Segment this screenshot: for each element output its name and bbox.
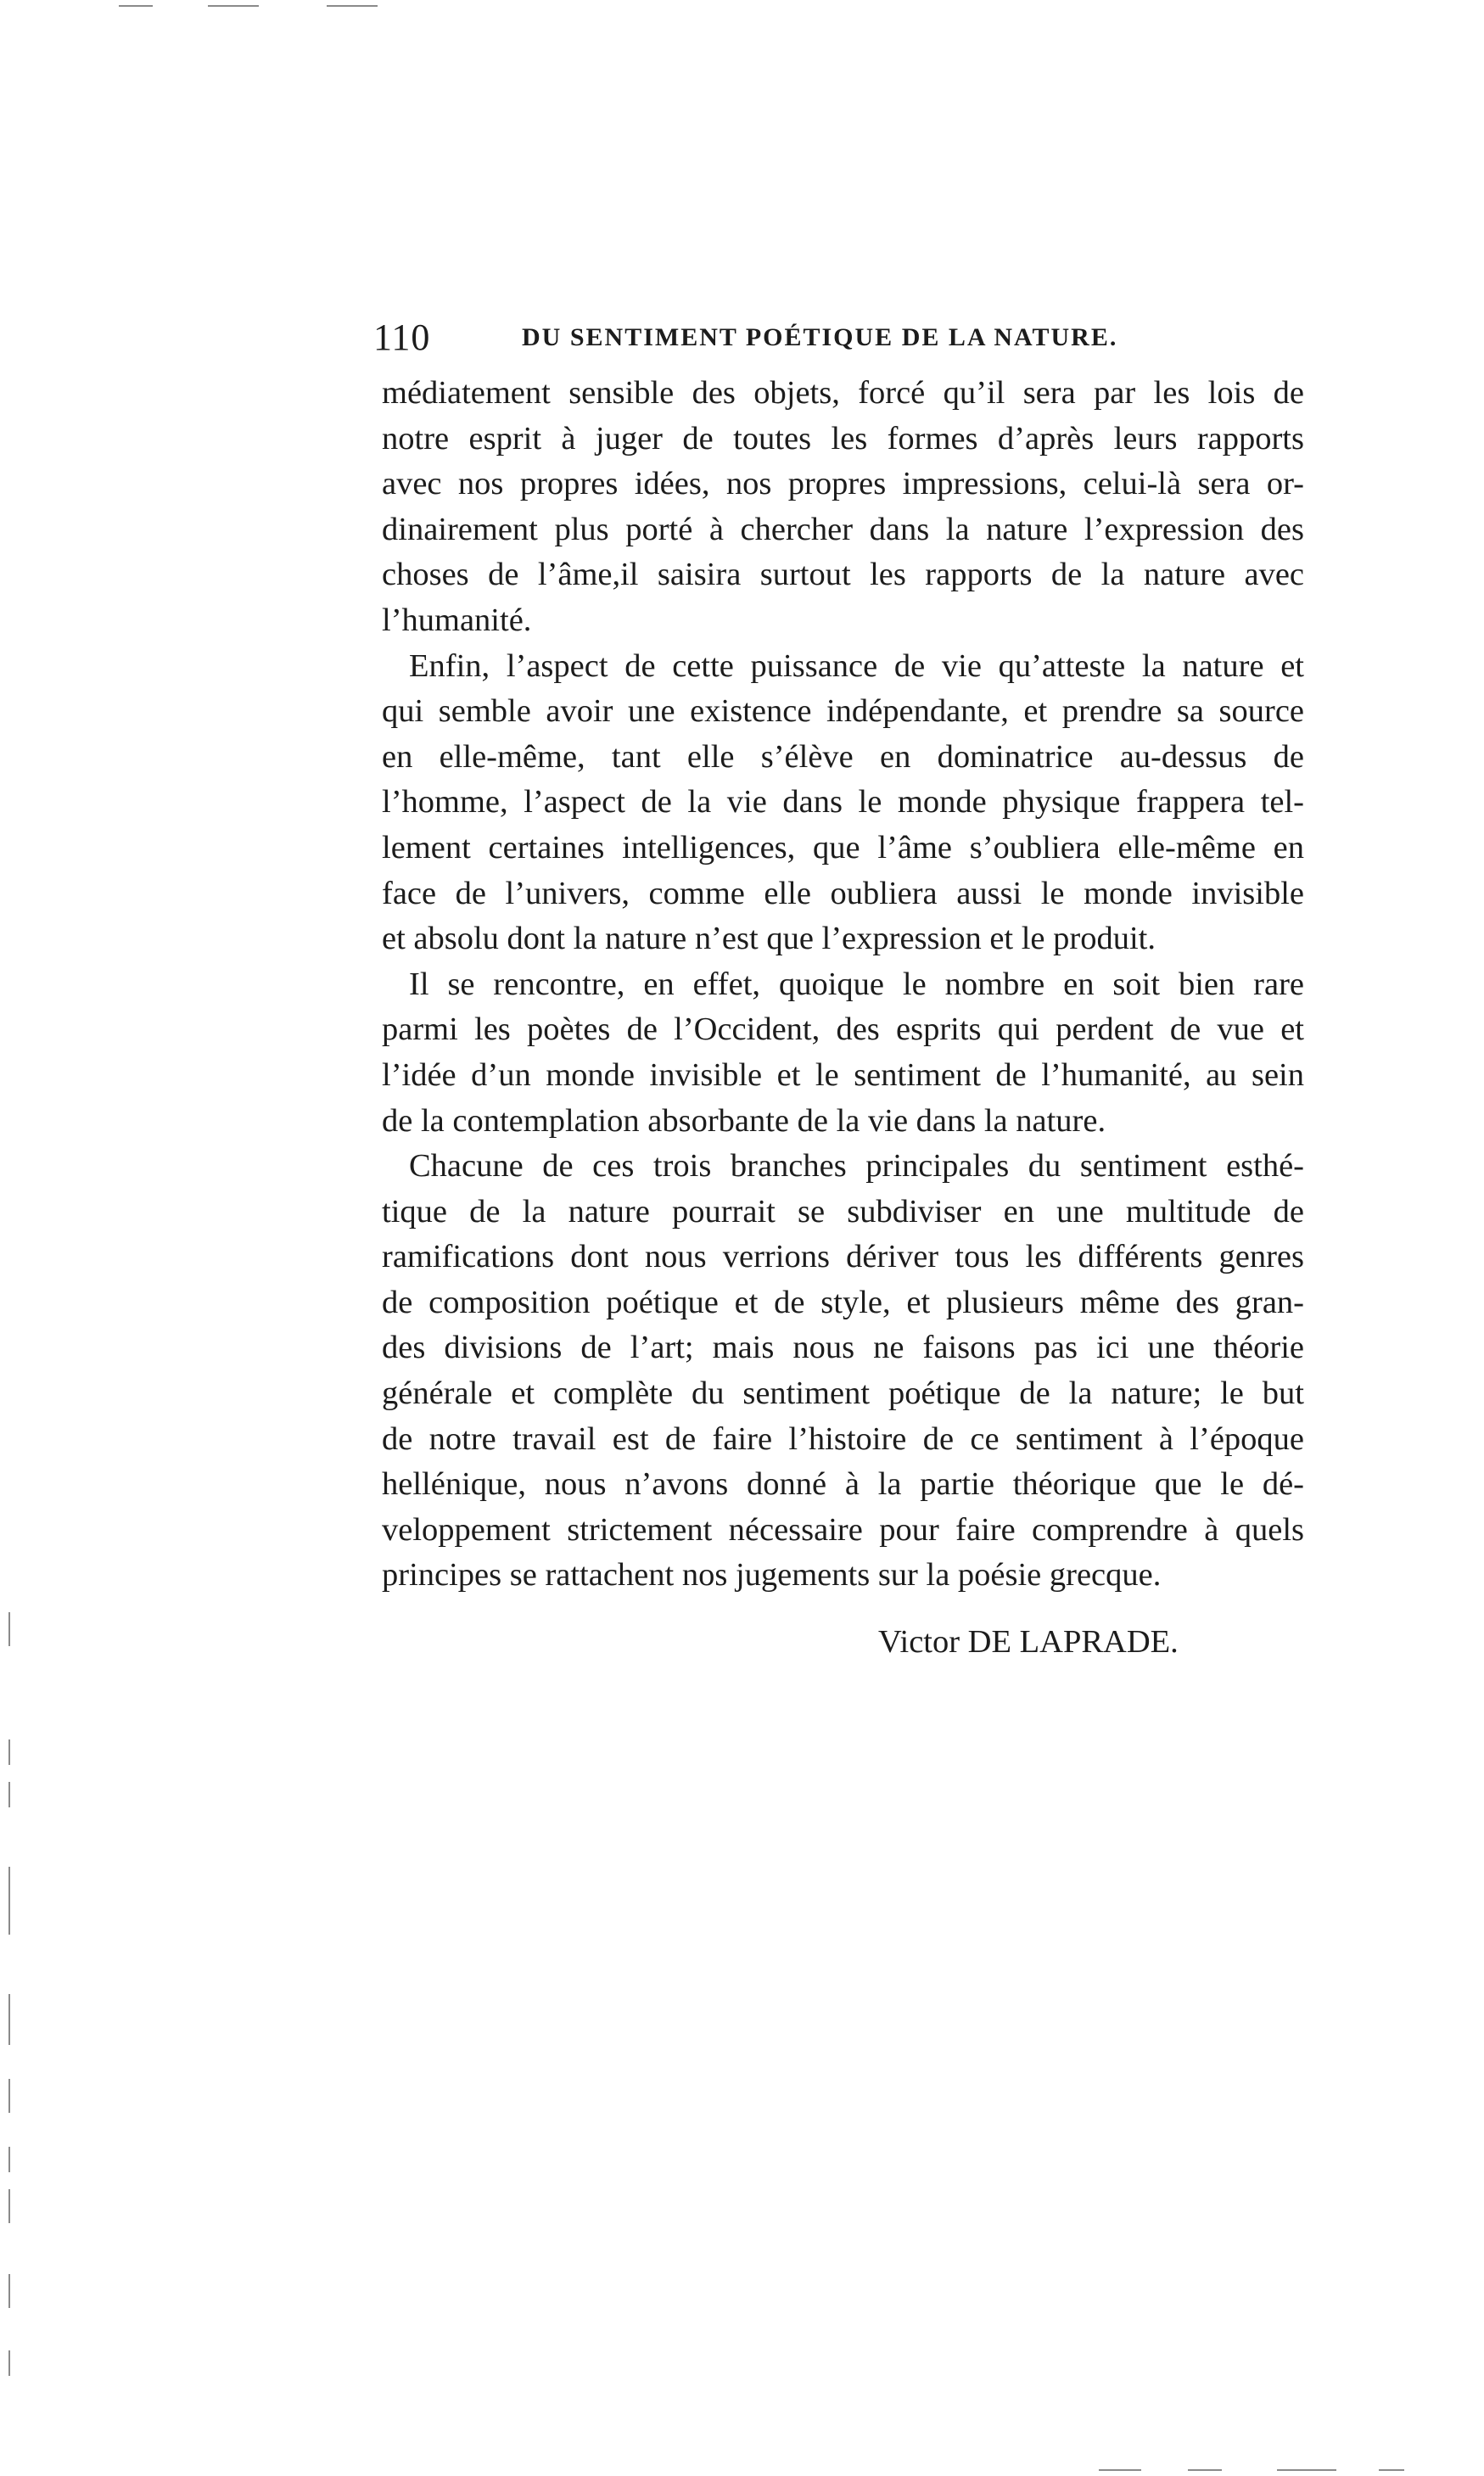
author-signature	[878, 1619, 1179, 1665]
text-line: l’homme, l’aspect de la vie dans le monde physique frappera tel-	[382, 784, 1304, 821]
text-line: qui semble avoir une existence indépendante, et prendre sa source	[382, 693, 1304, 730]
scan-mark	[8, 1782, 10, 1807]
author-first-name: Victor	[878, 1624, 960, 1660]
text-line: médiatement sensible des objets, forcé qu’il sera par les lois de	[382, 375, 1304, 411]
scan-mark	[327, 5, 378, 7]
text-line: dinairement plus porté à chercher dans la nature l’expression des	[382, 511, 1304, 547]
text-line: ramifications dont nous verrions dériver tous les différents genres	[382, 1239, 1304, 1275]
text-line: lement certaines intelligences, que l’âme s’oubliera elle-même en	[382, 829, 1304, 865]
running-title: DU SENTIMENT POÉTIQUE DE LA NATURE.	[522, 323, 1118, 351]
running-header	[373, 312, 1179, 363]
scan-mark	[8, 1867, 10, 1935]
scan-mark	[8, 2189, 10, 2223]
scan-mark	[1099, 2469, 1141, 2471]
paragraph	[382, 1144, 1304, 1599]
text-line: face de l’univers, comme elle oubliera aussi le monde invisible	[382, 875, 1304, 911]
scan-mark	[1277, 2469, 1336, 2471]
scan-mark	[1188, 2469, 1222, 2471]
scan-mark	[8, 2147, 10, 2172]
paragraph	[382, 644, 1304, 962]
text-line: principes se rattachent nos jugements sur la poésie grecque.	[382, 1557, 1162, 1594]
text-line: des divisions de l’art; mais nous ne faisons pas ici une théorie	[382, 1330, 1304, 1366]
scan-mark	[8, 2079, 10, 2113]
text-line: veloppement strictement nécessaire pour faire comprendre à quels	[382, 1511, 1304, 1548]
page-number: 110	[373, 317, 431, 358]
scan-mark	[8, 1994, 10, 2045]
scan-mark	[8, 1612, 10, 1646]
text-line: de composition poétique et de style, et plusieurs même des gran-	[382, 1284, 1304, 1320]
scan-mark	[8, 2274, 10, 2308]
text-line: l’idée d’un monde invisible et le sentiment de l’humanité, au sein	[382, 1056, 1304, 1093]
scan-mark	[8, 1739, 10, 1765]
text-line: et absolu dont la nature n’est que l’expression et le produit.	[382, 921, 1156, 957]
text-line: avec nos propres idées, nos propres impressions, celui-là sera or-	[382, 466, 1304, 502]
text-line: en elle-même, tant elle s’élève en dominatrice au-dessus de	[382, 738, 1304, 775]
text-line: Enfin, l’aspect de cette puissance de vie qu’atteste la nature et	[409, 647, 1304, 684]
text-line: tique de la nature pourrait se subdiviser en une multitude de	[382, 1193, 1304, 1230]
text-line: parmi les poètes de l’Occident, des esprits qui perdent de vue et	[382, 1011, 1304, 1048]
scan-mark	[119, 5, 153, 7]
author-surname: LAPRADE.	[1019, 1624, 1179, 1660]
scan-mark	[208, 5, 259, 7]
scan-mark	[1379, 2469, 1404, 2471]
author-particle: DE	[967, 1624, 1011, 1660]
text-line: de notre travail est de faire l’histoire de ce sentiment à l’époque	[382, 1420, 1304, 1457]
text-line: notre esprit à juger de toutes les formes d’après leurs rapports	[382, 420, 1304, 457]
text-line: choses de l’âme,il saisira surtout les rapports de la nature avec	[382, 557, 1304, 593]
text-line: Chacune de ces trois branches principales du sentiment esthé-	[409, 1148, 1304, 1185]
text-line: hellénique, nous n’avons donné à la partie théorique que le dé-	[382, 1466, 1304, 1503]
text-line: Il se rencontre, en effet, quoique le nombre en soit bien rare	[409, 966, 1304, 1002]
paragraph	[382, 962, 1304, 1144]
body-text	[382, 371, 1304, 1599]
text-line: l’humanité.	[382, 602, 532, 638]
paragraph	[382, 371, 1304, 644]
text-line: générale et complète du sentiment poétique de la nature; le but	[382, 1375, 1304, 1412]
scan-mark	[8, 2350, 10, 2376]
text-line: de la contemplation absorbante de la vie dans la nature.	[382, 1102, 1106, 1139]
